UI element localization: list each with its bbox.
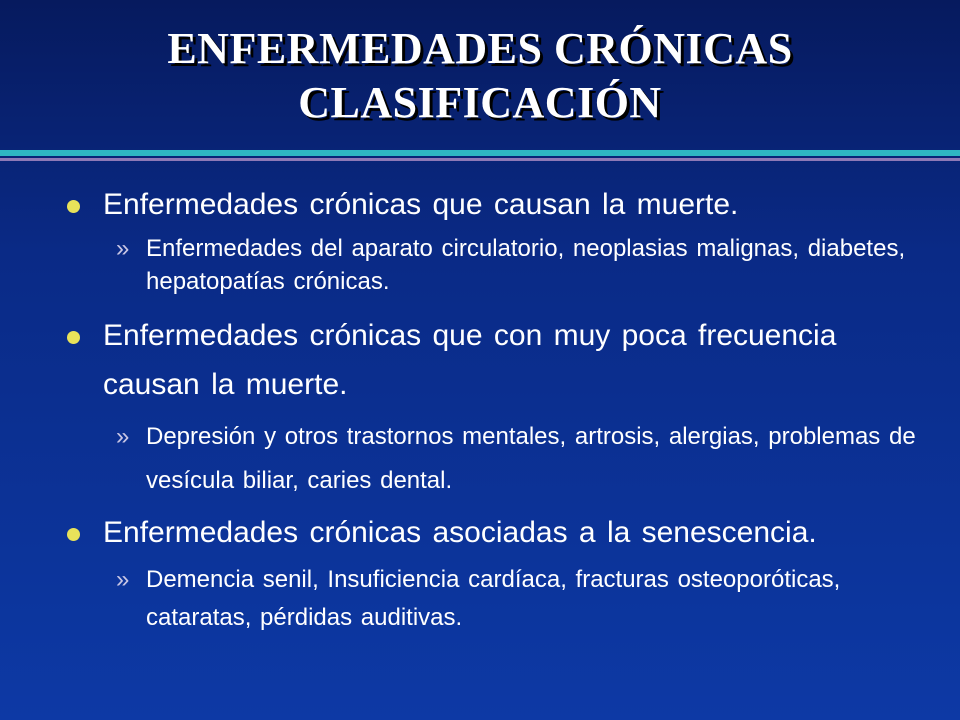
bullet-dot-icon [67,331,80,344]
raquo-icon: » [116,423,130,450]
divider-purple [0,158,960,161]
bullet-dot-icon [67,200,80,213]
title-line-2: CLASIFICACIÓN [298,78,662,127]
sub-text: Enfermedades del aparato circulatorio, neoplasias malignas, diabetes, hepatopatías crónicas. [146,235,906,295]
title-line-1: ENFERMEDADES CRÓNICAS [167,24,793,73]
bullet-text: Enfermedades crónicas que con muy poca frecuencia causan la muerte. [103,319,837,401]
raquo-icon: » [116,235,130,262]
sub-text: Depresión y otros trastornos mentales, artrosis, alergias, problemas de vesícula biliar, caries dental. [146,423,916,494]
sub-item [0,415,960,503]
bullet-dot-icon [67,528,80,541]
bullet-item [0,513,960,553]
bullet-list [0,185,960,637]
sub-text: Demencia senil, Insuficiencia cardíaca, fracturas osteoporóticas, cataratas, pérdidas auditivas. [146,566,841,631]
bullet-text: Enfermedades crónicas que causan la muerte. [103,188,739,221]
bullet-item [0,311,960,409]
bullet-item [0,185,960,225]
slide-title [0,22,960,130]
bullet-text: Enfermedades crónicas asociadas a la senescencia. [103,516,817,549]
sub-item [0,561,960,637]
sub-item [0,232,960,298]
raquo-icon: » [116,566,130,593]
divider-teal [0,150,960,156]
